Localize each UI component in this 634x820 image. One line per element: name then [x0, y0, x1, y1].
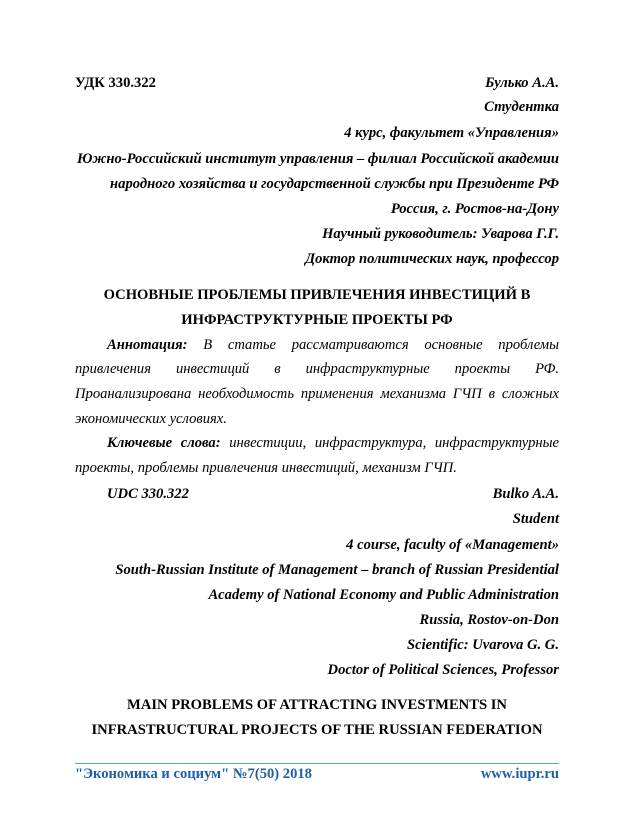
footer-rule: [75, 763, 559, 764]
ru-supervisor-title: Доктор политических наук, профессор: [305, 251, 559, 267]
en-udc: UDC 330.322: [107, 486, 189, 502]
en-supervisor: Scientific: Uvarova G. G.: [407, 637, 559, 653]
abstract-label: Аннотация:: [107, 337, 188, 353]
ru-header-row: [75, 73, 559, 93]
ru-udk: УДК 330.322: [75, 75, 156, 91]
en-title-line-1: MAIN PROBLEMS OF ATTRACTING INVESTMENTS IN: [127, 697, 507, 713]
ru-abstract-line-4: экономических условиях.: [75, 411, 227, 427]
en-status: Student: [512, 511, 559, 527]
ru-title-line-2: ИНФРАСТРУКТУРНЫЕ ПРОЕКТЫ РФ: [181, 312, 453, 328]
ru-institute-line-1: Южно-Российский институт управления – филиал Российской академии: [77, 151, 559, 167]
ru-author: Булько А.А.: [485, 75, 559, 91]
footer-site[interactable]: www.iupr.ru: [480, 766, 559, 782]
en-institute-line-1: South-Russian Institute of Management – branch of Russian Presidential: [115, 562, 559, 578]
ru-location: Россия, г. Ростов-на-Дону: [390, 201, 559, 217]
abstract-text-1: В статье рассматриваются основные проблемы: [203, 337, 559, 353]
en-title-line-2: INFRASTRUCTURAL PROJECTS OF THE RUSSIAN FEDERATION: [91, 722, 543, 738]
ru-status: Студентка: [484, 99, 559, 115]
ru-institute-line-2: народного хозяйства и государственной службы при Президенте РФ: [110, 176, 559, 192]
ru-abstract-line-1: [75, 335, 559, 355]
footer-journal: "Экономика и социум" №7(50) 2018: [75, 766, 312, 782]
ru-abstract-line-3: Проанализирована необходимость применения механизма ГЧП в сложных: [75, 386, 559, 402]
en-location: Russia, Rostov-on-Don: [419, 612, 559, 628]
keywords-label: Ключевые слова:: [107, 435, 221, 451]
en-header-row: [75, 484, 559, 504]
ru-keywords-line-2: проекты, проблемы привлечения инвестиций, механизм ГЧП.: [75, 460, 457, 476]
ru-title-line-1: ОСНОВНЫЕ ПРОБЛЕМЫ ПРИВЛЕЧЕНИЯ ИНВЕСТИЦИЙ В: [103, 287, 531, 303]
ru-course: 4 курс, факультет «Управления»: [344, 125, 559, 141]
keywords-text-1: инвестиции, инфраструктура, инфраструктурные: [229, 435, 559, 451]
ru-keywords-line-1: [75, 433, 559, 453]
en-author: Bulko A.A.: [492, 486, 559, 502]
en-supervisor-title: Doctor of Political Sciences, Professor: [327, 662, 559, 678]
footer: [75, 766, 559, 783]
ru-abstract-line-2: привлечения инвестиций в инфраструктурные проекты РФ.: [75, 361, 559, 377]
en-institute-line-2: Academy of National Economy and Public Administration: [208, 587, 559, 603]
en-course: 4 course, faculty of «Management»: [346, 537, 559, 553]
ru-supervisor: Научный руководитель: Уварова Г.Г.: [322, 226, 559, 242]
